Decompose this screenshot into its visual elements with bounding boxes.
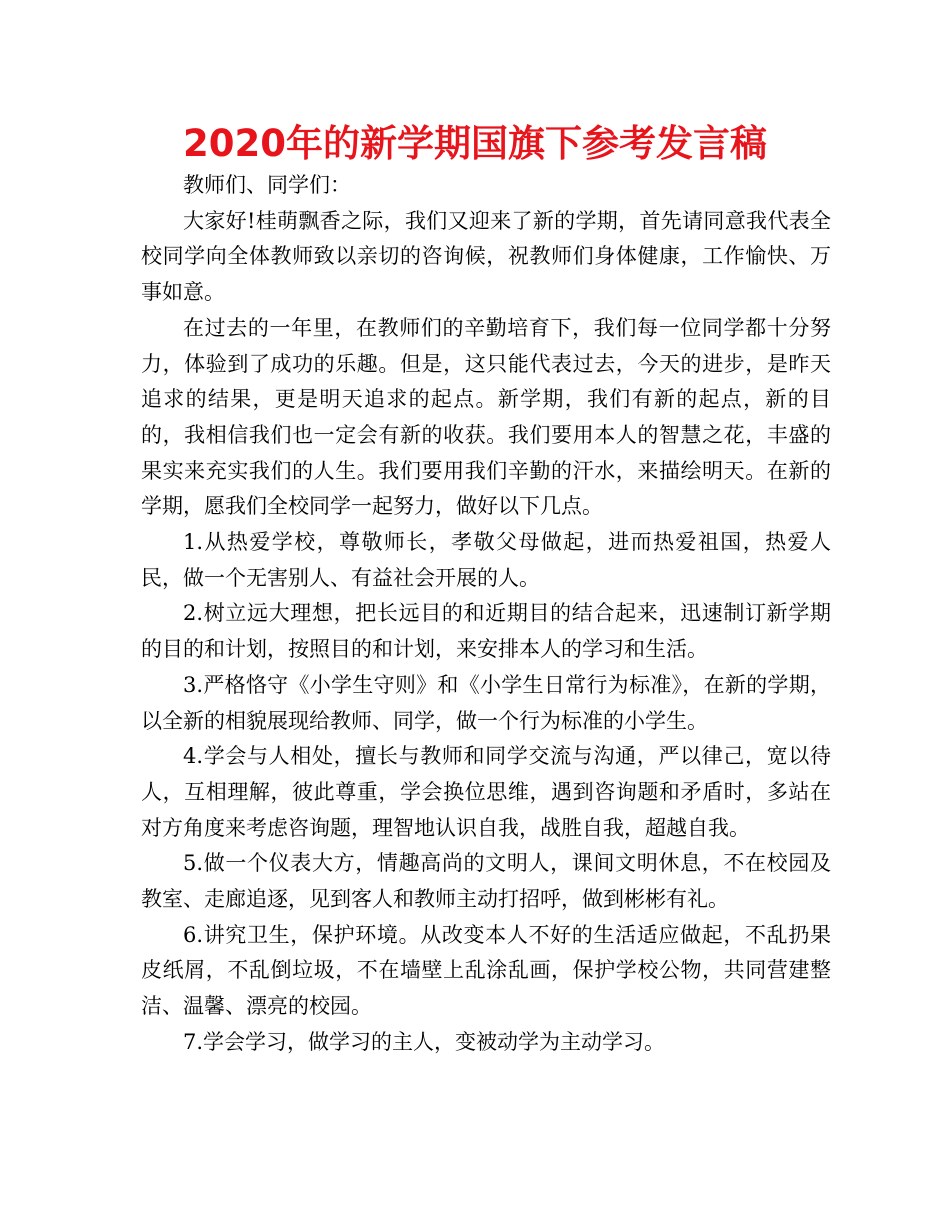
salutation-paragraph: 教师们、同学们： — [183, 173, 351, 197]
document-title: 2020年的新学期国旗下参考发言稿 — [183, 122, 767, 165]
document-body — [141, 168, 831, 1061]
point-paragraph-6: 6.讲究卫生，保护环境。从改变本人不好的生活适应做起，不乱扔果皮纸屑，不乱倒垃圾，不在墙壁上乱涂乱画，保护学校公物，共同营建整洁、温馨、漂亮的校园。 — [141, 922, 831, 1019]
intro-paragraph: 在过去的一年里，在教师们的辛勤培育下，我们每一位同学都十分努力，体验到了成功的乐趣。但是，这只能代表过去，今天的进步，是昨天追求的结果，更是明天追求的起点。新学期，我们有新的起点，新的目的，我相信我们也一定会有新的收获。我们要用本人的智慧之花，丰盛的果实来充实我们的人生。我们要用我们辛勤的汗水，来描绘明天。在新的学期，愿我们全校同学一起努力，做好以下几点。 — [141, 315, 831, 519]
point-paragraph-3: 3.严格恪守《小学生守则》和《小学生日常行为标准》，在新的学期，以全新的相貌展现给教师、同学，做一个行为标准的小学生。 — [141, 672, 831, 733]
point-paragraph-7: 7.学会学习，做学习的主人，变被动学为主动学习。 — [183, 1029, 666, 1054]
point-paragraph-1: 1.从热爱学校，尊敬师长，孝敬父母做起，进而热爱祖国，热爱人民，做一个无害别人、有益社会开展的人。 — [141, 530, 831, 590]
point-paragraph-2: 2.树立远大理想，把长远目的和近期目的结合起来，迅速制订新学期的目的和计划，按照目的和计划，来安排本人的学习和生活。 — [141, 601, 831, 662]
point-paragraph-4: 4.学会与人相处，擅长与教师和同学交流与沟通，严以律己，宽以待人，互相理解，彼此尊重，学会换位思维，遇到咨询题和矛盾时，多站在对方角度来考虑咨询题，理智地认识自我，战胜自我，超越自我。 — [141, 744, 831, 840]
greeting-paragraph: 大家好!桂萌飘香之际，我们又迎来了新的学期，首先请同意我代表全校同学向全体教师致以亲切的咨询候，祝教师们身体健康，工作愉快、万事如意。 — [141, 208, 831, 305]
point-paragraph-5: 5.做一个仪表大方，情趣高尚的文明人，课间文明休息，不在校园及教室、走廊追逐，见到客人和教师主动打招呼，做到彬彬有礼。 — [141, 851, 831, 912]
